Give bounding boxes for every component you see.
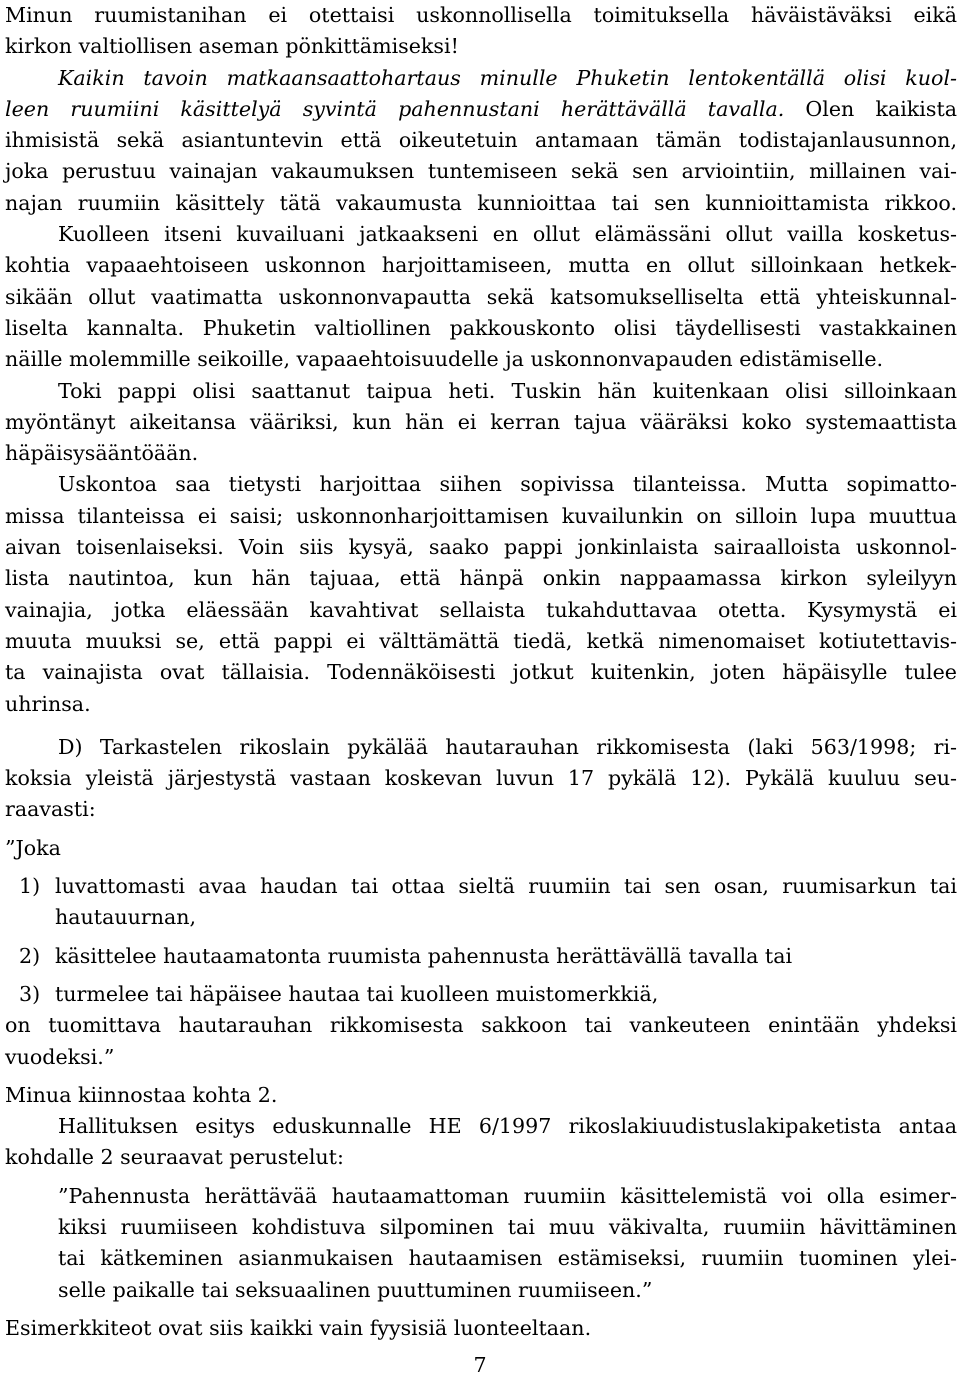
list-item-text xyxy=(55,874,957,898)
text-segment: Minun ruumistanihan ei otettaisi uskonnollisella toimituksella häväistäväksi eikä xyxy=(5,3,957,27)
text-segment: myöntänyt aikeitansa vääriksi, kun hän ei kerran tajua vääräksi koko systemaattista xyxy=(5,409,957,434)
text-line xyxy=(5,31,957,62)
text-segment: Olen kaikista xyxy=(784,96,957,121)
text-line xyxy=(5,188,957,219)
text-segment: kohdalle 2 seuraavat perustelut: xyxy=(5,1145,344,1170)
text-line xyxy=(5,1080,957,1111)
text-segment: sikään ollut vaatimatta uskonnonvapautta sekä katsomukselliselta että yhteiskunnal- xyxy=(5,284,957,309)
text-segment: D) Tarkastelen rikoslain pykälää hautarauhan rikkomisesta (laki 563/1998; ri- xyxy=(58,734,957,759)
text-segment: tai kätkeminen asianmukaisen hautaamisen estämiseksi, ruumiin tuominen ylei- xyxy=(58,1246,957,1271)
text-line xyxy=(5,689,957,720)
quote-line xyxy=(5,1275,957,1306)
text-segment: luvattomasti avaa haudan tai ottaa sieltä ruumiin tai sen osan, ruumisarkun tai xyxy=(55,874,957,899)
list-number: 2) xyxy=(19,943,41,968)
text-segment: joka perustuu vainajan vakaumuksen tuntemiseen sekä sen arviointiin, millainen vai- xyxy=(5,159,957,184)
list-item-text xyxy=(55,982,658,1006)
list-item-text xyxy=(55,944,792,968)
list-item xyxy=(5,871,957,902)
text-segment: ihmisistä sekä asiantuntevin että oikeutetuin antamaan tämän todistajanlausunnon, xyxy=(5,128,957,153)
text-line xyxy=(5,532,957,563)
text-line xyxy=(5,344,957,375)
text-line xyxy=(5,63,957,94)
text-segment: aivan toisenlaiseksi. Voin siis kysyä, saako pappi jonkinlaista sairaalloista uskonnol- xyxy=(5,535,957,560)
text-line xyxy=(5,376,957,407)
text-line xyxy=(5,1042,957,1073)
italic-text: leen ruumiini käsittelyä syvintä pahennustani herättävällä tavalla. xyxy=(5,96,785,121)
text-line xyxy=(5,219,957,250)
page-number: 7 xyxy=(473,1353,487,1377)
text-segment: Minua kiinnostaa kohta 2. xyxy=(5,1082,278,1107)
text-line xyxy=(5,156,957,187)
text-line xyxy=(5,657,957,688)
text-segment: on tuomittava hautarauhan rikkomisesta sakkoon tai vankeuteen enintään yhdeksi xyxy=(5,1013,957,1038)
quote-line xyxy=(5,833,957,864)
quote-line xyxy=(5,1243,957,1274)
list-item-text xyxy=(55,905,196,929)
text-line xyxy=(5,438,957,469)
text-line xyxy=(5,563,957,594)
quote-line xyxy=(5,1181,957,1212)
list-number: 1) xyxy=(19,874,41,899)
text-segment: ta vainajista ovat tällaisia. Todennäköisesti jotkut kuitenkin, joten häpäisylle tulee xyxy=(5,660,957,685)
list-item-continuation xyxy=(5,902,957,933)
text-line xyxy=(5,1111,957,1142)
list-number: 3) xyxy=(19,981,41,1006)
text-line xyxy=(5,732,957,763)
text-segment: selle paikalle tai seksuaalinen puuttuminen ruumiiseen.” xyxy=(58,1277,653,1302)
text-segment: Toki pappi olisi saattanut taipua heti. Tuskin hän kuitenkaan olisi silloinkaan xyxy=(58,378,957,403)
text-line xyxy=(5,282,957,313)
text-line xyxy=(5,0,957,31)
text-segment: ”Pahennusta herättävää hautaamattoman ruumiin käsittelemistä voi olla esimer- xyxy=(58,1183,957,1208)
text-segment: käsittelee hautaamatonta ruumista pahennusta herättävällä tavalla tai xyxy=(55,943,793,968)
document-page xyxy=(5,0,957,1344)
text-line xyxy=(5,469,957,500)
text-segment: koksia yleistä järjestystä vastaan koskevan luvun 17 pykälä 12). Pykälä kuuluu seu- xyxy=(5,766,957,791)
text-line xyxy=(5,313,957,344)
text-segment: häpäisysääntöään. xyxy=(5,441,199,466)
text-line xyxy=(5,125,957,156)
text-segment: kirkon valtiollisen aseman pönkittämiseksi! xyxy=(5,34,459,59)
text-line xyxy=(5,501,957,532)
list-item xyxy=(5,979,957,1010)
text-segment: ”Joka xyxy=(5,835,61,860)
text-segment: Uskontoa saa tietysti harjoittaa siihen sopivissa tilanteissa. Mutta sopimatto- xyxy=(58,472,957,497)
text-segment: vuodeksi.” xyxy=(5,1044,115,1069)
text-line xyxy=(5,250,957,281)
quote-line xyxy=(5,1212,957,1243)
text-segment: lista nautintoa, kun hän tajuaa, että hänpä onkin nappaamassa kirkon syleilyyn xyxy=(5,566,957,591)
text-line xyxy=(5,794,957,825)
text-segment: näille molemmille seikoille, vapaaehtoisuudelle ja uskonnonvapauden edistämiselle. xyxy=(5,347,884,372)
text-segment: hautauurnan, xyxy=(55,905,197,930)
text-segment: najan ruumiin käsittely tätä vakaumusta kunnioittaa tai sen kunnioittamista rikkoo. xyxy=(5,190,957,215)
text-line xyxy=(5,1010,957,1041)
text-segment: raavasti: xyxy=(5,797,96,822)
text-segment: vainajia, jotka eläessään kavahtivat sellaista tukahduttavaa otetta. Kysymystä ei xyxy=(5,597,957,622)
text-line xyxy=(5,763,957,794)
list-item xyxy=(5,941,957,972)
text-segment: liselta kannalta. Phuketin valtiollinen pakkouskonto olisi täydellisesti vastakkainen xyxy=(5,315,957,340)
text-segment: kohtia vapaaehtoiseen uskonnon harjoittamiseen, mutta en ollut silloinkaan hetkek- xyxy=(5,253,957,278)
italic-text: Kaikin tavoin matkaansaattohartaus minulle Phuketin lentokentällä olisi kuol- xyxy=(58,65,957,90)
text-segment: Kuolleen itseni kuvailuani jatkaakseni en ollut elämässäni ollut vailla kosketus- xyxy=(58,222,957,247)
text-segment: Hallituksen esitys eduskunnalle HE 6/1997 rikoslakiuudistuslakipaketista antaa xyxy=(58,1114,957,1139)
text-line xyxy=(5,94,957,125)
text-line xyxy=(5,626,957,657)
text-line xyxy=(5,1142,957,1173)
text-segment: uhrinsa. xyxy=(5,691,91,716)
text-line xyxy=(5,1313,957,1344)
text-segment: missa tilanteissa ei saisi; uskonnonharjoittamisen kuvailunkin on silloin lupa muuttua xyxy=(5,503,957,528)
text-line xyxy=(5,407,957,438)
text-segment: turmelee tai häpäisee hautaa tai kuolleen muistomerkkiä, xyxy=(55,981,659,1006)
text-segment: Esimerkkiteot ovat siis kaikki vain fyysisiä luonteeltaan. xyxy=(5,1315,592,1340)
text-segment: muuta muuksi se, että pappi ei välttämättä tiedä, ketkä nimenomaiset kotiutettavis- xyxy=(5,628,957,653)
text-line xyxy=(5,595,957,626)
text-segment: kiksi ruumiiseen kohdistuva silpominen tai muu väkivalta, ruumiin hävittäminen xyxy=(58,1214,957,1239)
